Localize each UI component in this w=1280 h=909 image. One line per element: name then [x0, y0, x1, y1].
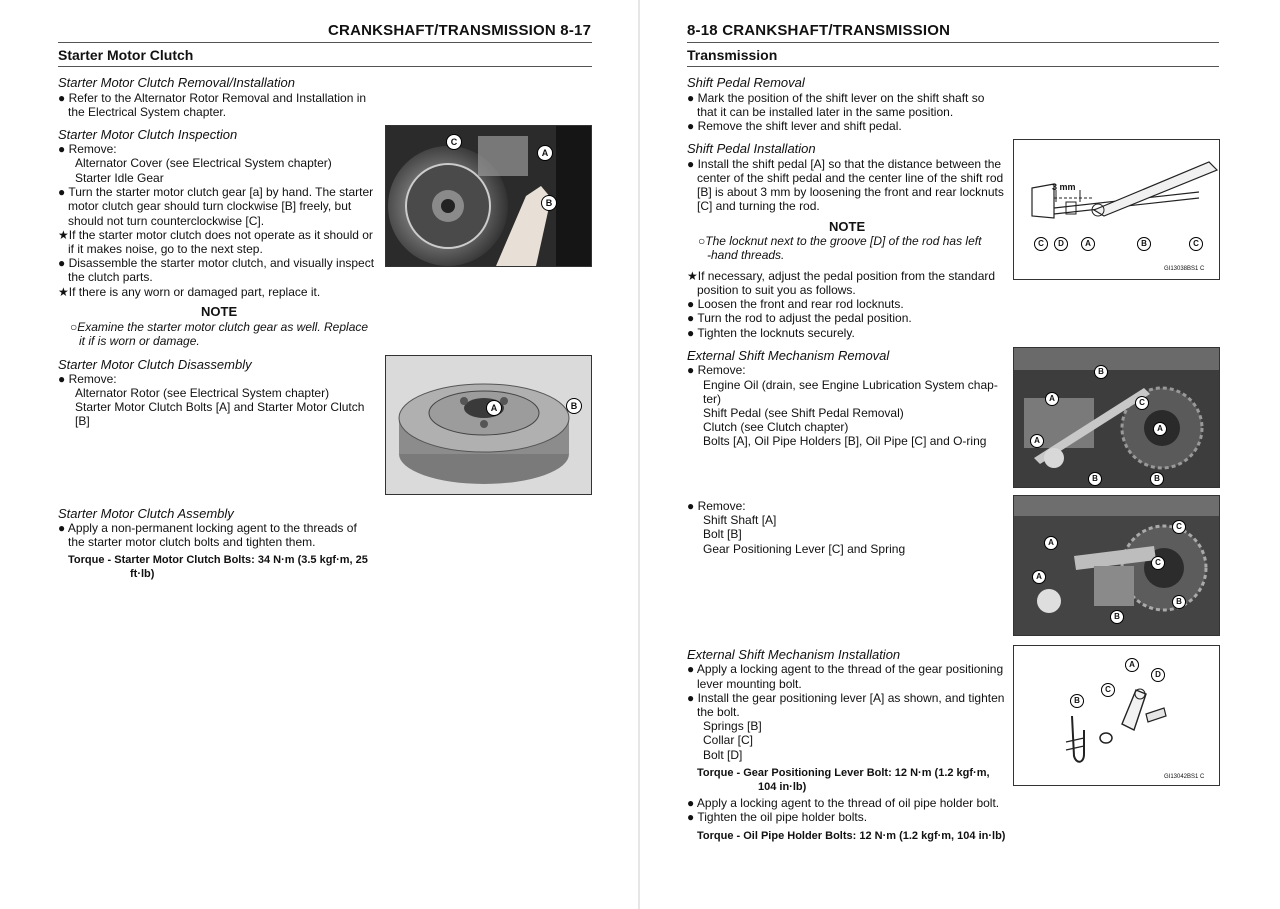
callout-label: C — [1101, 683, 1115, 697]
callout-label: C — [1151, 556, 1165, 570]
text-line: Springs [B] — [703, 719, 762, 733]
text-line: lever mounting bolt. — [697, 677, 802, 691]
text-line: the clutch parts. — [68, 270, 153, 284]
text-line: Collar [C] — [703, 733, 754, 747]
text-line: ● Turn the rod to adjust the pedal position. — [687, 311, 912, 325]
right-page — [640, 0, 1280, 909]
text-line: if it makes noise, go to the next step. — [68, 242, 263, 256]
text-line: ● Turn the starter motor clutch gear [a] by hand. The starter — [58, 185, 374, 199]
text-line: ● Remove: — [58, 142, 117, 156]
text-line: ● Refer to the Alternator Rotor Removal and Installation in — [58, 91, 367, 105]
text-line: ● Loosen the front and rear rod locknuts. — [687, 297, 904, 311]
callout-label: A — [1153, 422, 1167, 436]
clutch-inspection-photo — [385, 125, 592, 267]
text-line: Alternator Cover (see Electrical System chapter) — [75, 156, 332, 170]
text-line: ● Apply a locking agent to the thread of the gear positioning — [687, 662, 1004, 676]
note-line: ○The locknut next to the groove [D] of the rod has left — [698, 234, 982, 248]
subheading-external-shift-removal: External Shift Mechanism Removal — [687, 348, 890, 363]
figure-code: GI13038BS1 C — [1164, 266, 1205, 272]
text-line: ● Mark the position of the shift lever on the shift shaft so — [687, 91, 985, 105]
subheading-assembly: Starter Motor Clutch Assembly — [58, 506, 234, 521]
text-line: Shift Pedal (see Shift Pedal Removal) — [703, 406, 904, 420]
note-line: it if is worn or damage. — [79, 334, 200, 348]
text-line: Engine Oil (drain, see Engine Lubrication System chap- — [703, 378, 998, 392]
text-line: ● Tighten the oil pipe holder bolts. — [687, 810, 868, 824]
callout-label: D — [1151, 668, 1165, 682]
text-line: should not turn counterclockwise [C]. — [68, 214, 265, 228]
note-title: NOTE — [201, 304, 238, 319]
section-title: Starter Motor Clutch — [58, 47, 194, 63]
clutch-disassembly-photo — [385, 355, 592, 495]
callout-label: C — [1189, 237, 1203, 251]
callout-label: A — [1032, 570, 1046, 584]
shift-mechanism-photo-1 — [1013, 347, 1220, 488]
header-rule — [58, 42, 592, 43]
callout-label: A — [1030, 434, 1044, 448]
text-line: Bolt [B] — [703, 527, 742, 541]
callout-label: B — [566, 398, 582, 414]
callout-label: C — [446, 134, 462, 150]
subheading-inspection: Starter Motor Clutch Inspection — [58, 127, 238, 142]
text-line: ● Apply a non-permanent locking agent to the threads of — [58, 521, 357, 535]
callout-label: A — [1125, 658, 1139, 672]
callout-label: B — [1088, 472, 1102, 486]
callout-label: C — [1034, 237, 1048, 251]
text-line: ● Apply a locking agent to the thread of oil pipe holder bolt. — [687, 796, 1000, 810]
text-line: center of the shift pedal and the center line of the shift rod — [697, 171, 1004, 185]
text-line: Alternator Rotor (see Electrical System chapter) — [75, 386, 330, 400]
text-line: Starter Motor Clutch Bolts [A] and Starter Motor Clutch — [75, 400, 365, 414]
text-line: position to suit you as follows. — [697, 283, 856, 297]
subheading-removal-installation: Starter Motor Clutch Removal/Installation — [58, 75, 295, 90]
shift-pedal-diagram — [1013, 139, 1220, 280]
callout-label: B — [1070, 694, 1084, 708]
text-line: Shift Shaft [A] — [703, 513, 777, 527]
text-line: the Electrical System chapter. — [68, 105, 227, 119]
text-line: motor clutch gear should turn clockwise [B] freely, but — [68, 199, 352, 213]
text-line: [B] — [75, 414, 90, 428]
callout-label: A — [1044, 536, 1058, 550]
note-title: NOTE — [829, 219, 866, 234]
callout-label: A — [537, 145, 553, 161]
torque-spec: Torque - Gear Positioning Lever Bolt: 12 N·m (1.2 kgf·m, — [697, 767, 990, 779]
text-line: the bolt. — [697, 705, 740, 719]
text-line: ● Tighten the locknuts securely. — [687, 326, 855, 340]
text-line: [B] is about 3 mm by loosening the front and rear locknuts — [697, 185, 1004, 199]
text-line: ● Remove: — [58, 372, 117, 386]
page-header: CRANKSHAFT/TRANSMISSION 8-17 — [328, 22, 592, 39]
callout-label: D — [1054, 237, 1068, 251]
callout-label: B — [1110, 610, 1124, 624]
left-page — [0, 0, 638, 909]
text-line: ● Remove the shift lever and shift pedal. — [687, 119, 902, 133]
callout-label: B — [1150, 472, 1164, 486]
torque-spec: Torque - Oil Pipe Holder Bolts: 12 N·m (1.2 kgf·m, 104 in·lb) — [697, 830, 1006, 842]
text-line: ★If there is any worn or damaged part, replace it. — [58, 285, 321, 299]
text-line: ★If the starter motor clutch does not operate as it should or — [58, 228, 373, 242]
header-rule — [687, 42, 1219, 43]
section-title: Transmission — [687, 47, 778, 63]
text-line: [C] and turning the rod. — [697, 199, 820, 213]
text-line: Gear Positioning Lever [C] and Spring — [703, 542, 906, 556]
callout-label: A — [1045, 392, 1059, 406]
note-line: -hand threads. — [707, 248, 785, 262]
subheading-shift-pedal-removal: Shift Pedal Removal — [687, 75, 805, 90]
text-line: ● Disassemble the starter motor clutch, and visually inspect — [58, 256, 375, 270]
shift-mechanism-photo-2 — [1013, 495, 1220, 636]
callout-label: B — [541, 195, 557, 211]
torque-spec: ft·lb) — [130, 568, 155, 580]
subheading-shift-pedal-installation: Shift Pedal Installation — [687, 141, 816, 156]
figure-code: GI13042BS1 C — [1164, 774, 1205, 780]
note-line: ○Examine the starter motor clutch gear as well. Replace — [70, 320, 369, 334]
text-line: ● Install the gear positioning lever [A] as shown, and tighten — [687, 691, 1005, 705]
text-line: Bolt [D] — [703, 748, 743, 762]
text-line: ● Remove: — [687, 499, 746, 513]
text-line: ● Install the shift pedal [A] so that the distance between the — [687, 157, 1002, 171]
subheading-external-shift-installation: External Shift Mechanism Installation — [687, 647, 901, 662]
text-line: Bolts [A], Oil Pipe Holders [B], Oil Pipe [C] and O-ring — [703, 434, 987, 448]
callout-label: C — [1172, 520, 1186, 534]
text-line: ● Remove: — [687, 363, 746, 377]
callout-label: B — [1094, 365, 1108, 379]
callout-label: B — [1172, 595, 1186, 609]
dimension-label: 3 mm — [1052, 182, 1076, 192]
section-rule — [687, 66, 1219, 67]
torque-spec: 104 in·lb) — [758, 781, 807, 793]
section-rule — [58, 66, 592, 67]
callout-label: B — [1137, 237, 1151, 251]
text-line: that it can be installed later in the same position. — [697, 105, 954, 119]
subheading-disassembly: Starter Motor Clutch Disassembly — [58, 357, 252, 372]
text-line: the starter motor clutch bolts and tighten them. — [68, 535, 316, 549]
gear-positioning-lever-diagram — [1013, 645, 1220, 786]
text-line: ★If necessary, adjust the pedal position from the standard — [687, 269, 996, 283]
callout-label: A — [486, 400, 502, 416]
callout-label: A — [1081, 237, 1095, 251]
page-header: 8-18 CRANKSHAFT/TRANSMISSION — [687, 22, 951, 39]
text-line: Clutch (see Clutch chapter) — [703, 420, 849, 434]
torque-spec: Torque - Starter Motor Clutch Bolts: 34 N·m (3.5 kgf·m, 25 — [68, 554, 368, 566]
text-line: ter) — [703, 392, 721, 406]
text-line: Starter Idle Gear — [75, 171, 164, 185]
callout-label: C — [1135, 396, 1149, 410]
